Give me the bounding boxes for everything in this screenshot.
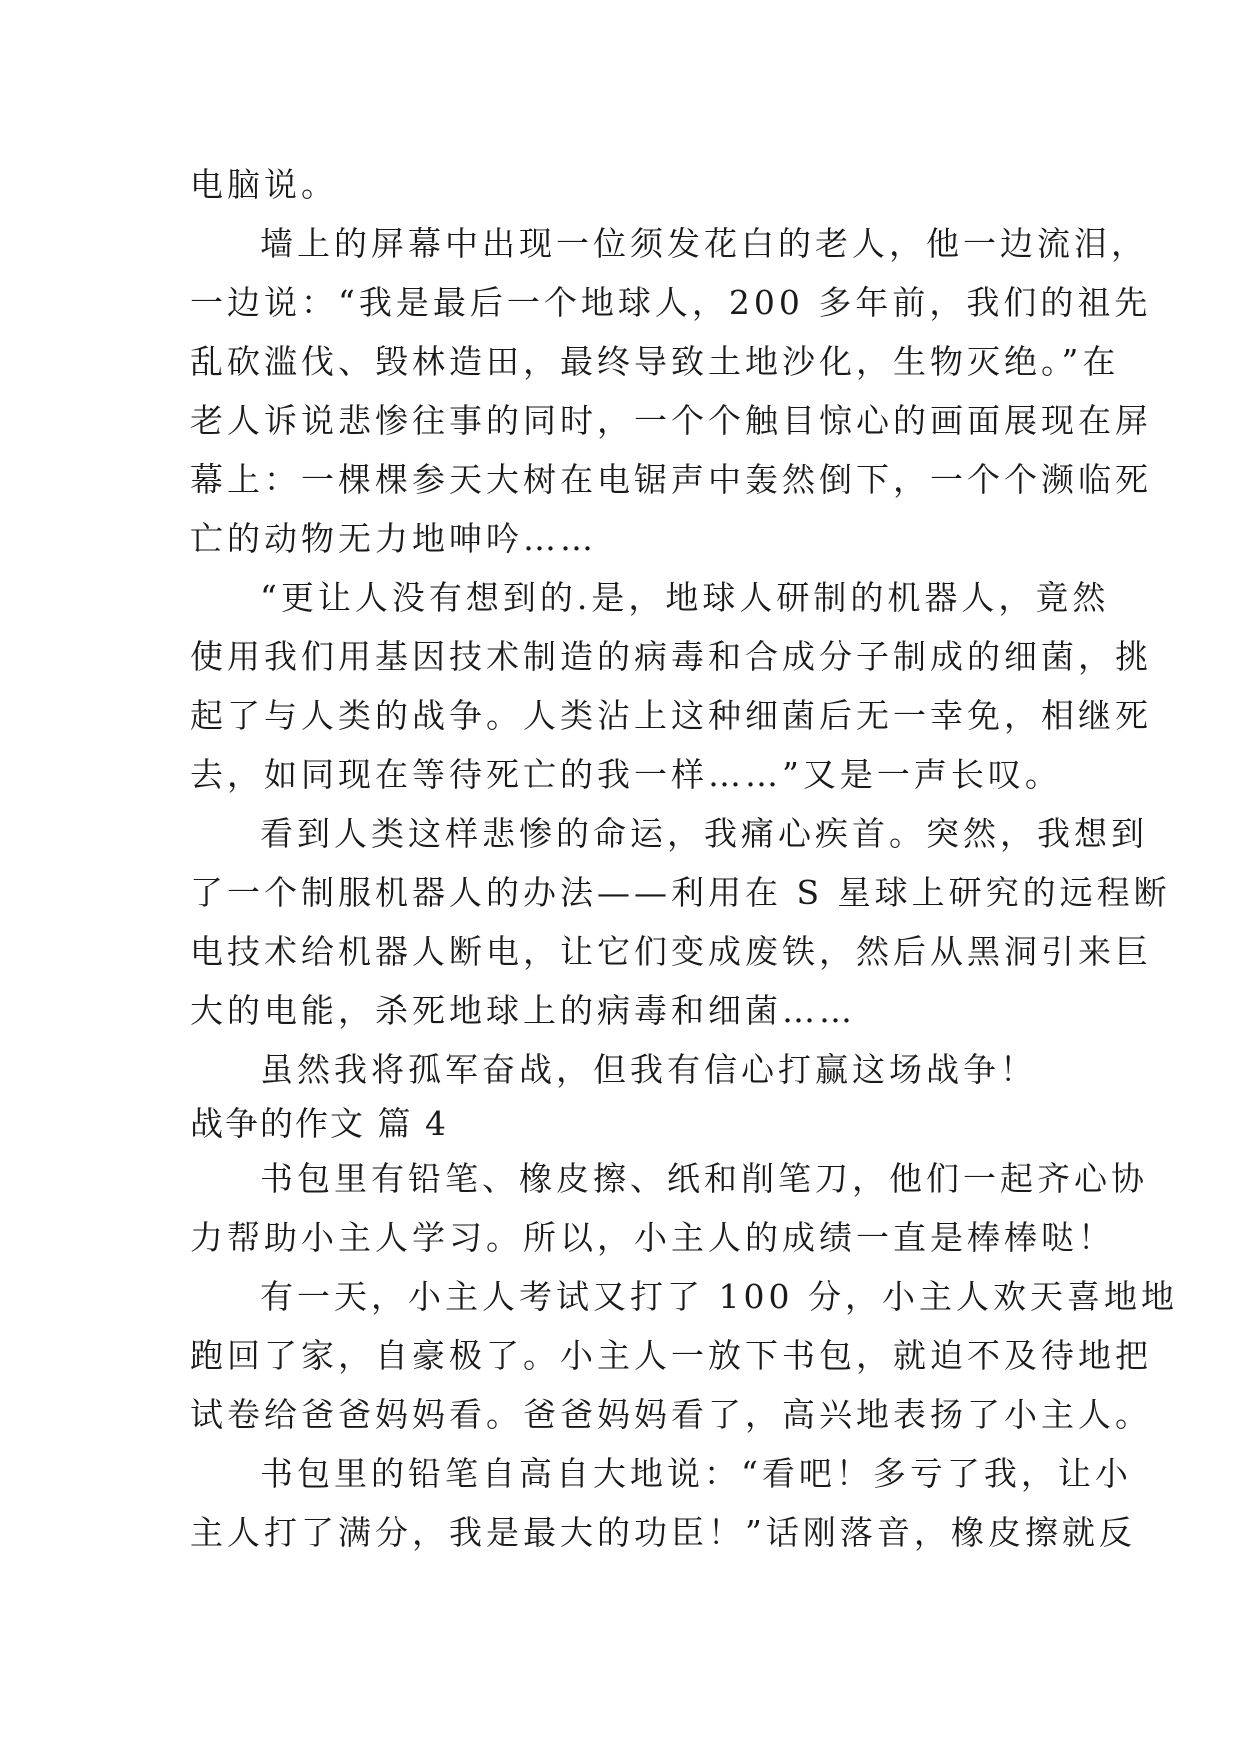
text-line: 去，如同现在等待死亡的我一样……”又是一声长叹。 [190,755,1062,794]
text-line: “更让人没有想到的.是，地球人研制的机器人，竟然 [260,578,1110,617]
text-line: 了一个制服机器人的办法——利用在 S 星球上研究的远程断 [190,873,1171,912]
text-line: 大的电能，杀死地球上的病毒和细菌…… [190,991,856,1030]
section-heading: 战争的作文 篇 4 [190,1104,448,1143]
document-page [190,155,1178,1562]
text-line: 幕上：一棵棵参天大树在电锯声中轰然倒下，一个个濒临死 [190,460,1152,499]
text-line: 试卷给爸爸妈妈看。爸爸妈妈看了，高兴地表扬了小主人。 [190,1395,1152,1434]
text-line: 一边说：“我是最后一个地球人，200 多年前，我们的祖先 [190,283,1152,322]
text-line: 起了与人类的战争。人类沾上这种细菌后无一幸免，相继死 [190,696,1152,735]
text-line: 电脑说。 [190,165,338,204]
text-line: 亡的动物无力地呻吟…… [190,519,597,558]
text-line: 书包里有铅笔、橡皮擦、纸和削笔刀，他们一起齐心协 [260,1159,1148,1198]
text-line: 乱砍滥伐、毁林造田，最终导致土地沙化，生物灭绝。”在 [190,342,1120,381]
text-line: 主人打了满分，我是最大的功臣！”话刚落音，橡皮擦就反 [190,1513,1136,1552]
text-line: 墙上的屏幕中出现一位须发花白的老人，他一边流泪， [260,224,1148,263]
essay-body-part2 [190,1149,1178,1562]
text-line: 力帮助小主人学习。所以，小主人的成绩一直是棒棒哒！ [190,1218,1115,1257]
text-line: 有一天，小主人考试又打了 100 分，小主人欢天喜地地 [260,1277,1178,1316]
text-line: 书包里的铅笔自高自大地说：“看吧！多亏了我，让小 [260,1454,1132,1493]
text-line: 电技术给机器人断电，让它们变成废铁，然后从黑洞引来巨 [190,932,1152,971]
text-line: 跑回了家，自豪极了。小主人一放下书包，就迫不及待地把 [190,1336,1152,1375]
text-line: 使用我们用基因技术制造的病毒和合成分子制成的细菌，挑 [190,637,1152,676]
text-line: 老人诉说悲惨往事的同时，一个个触目惊心的画面展现在屏 [190,401,1152,440]
text-line: 虽然我将孤军奋战，但我有信心打赢这场战争！ [260,1050,1037,1089]
essay-body-part1 [190,155,1171,1099]
text-line: 看到人类这样悲惨的命运，我痛心疾首。突然，我想到 [260,814,1148,853]
